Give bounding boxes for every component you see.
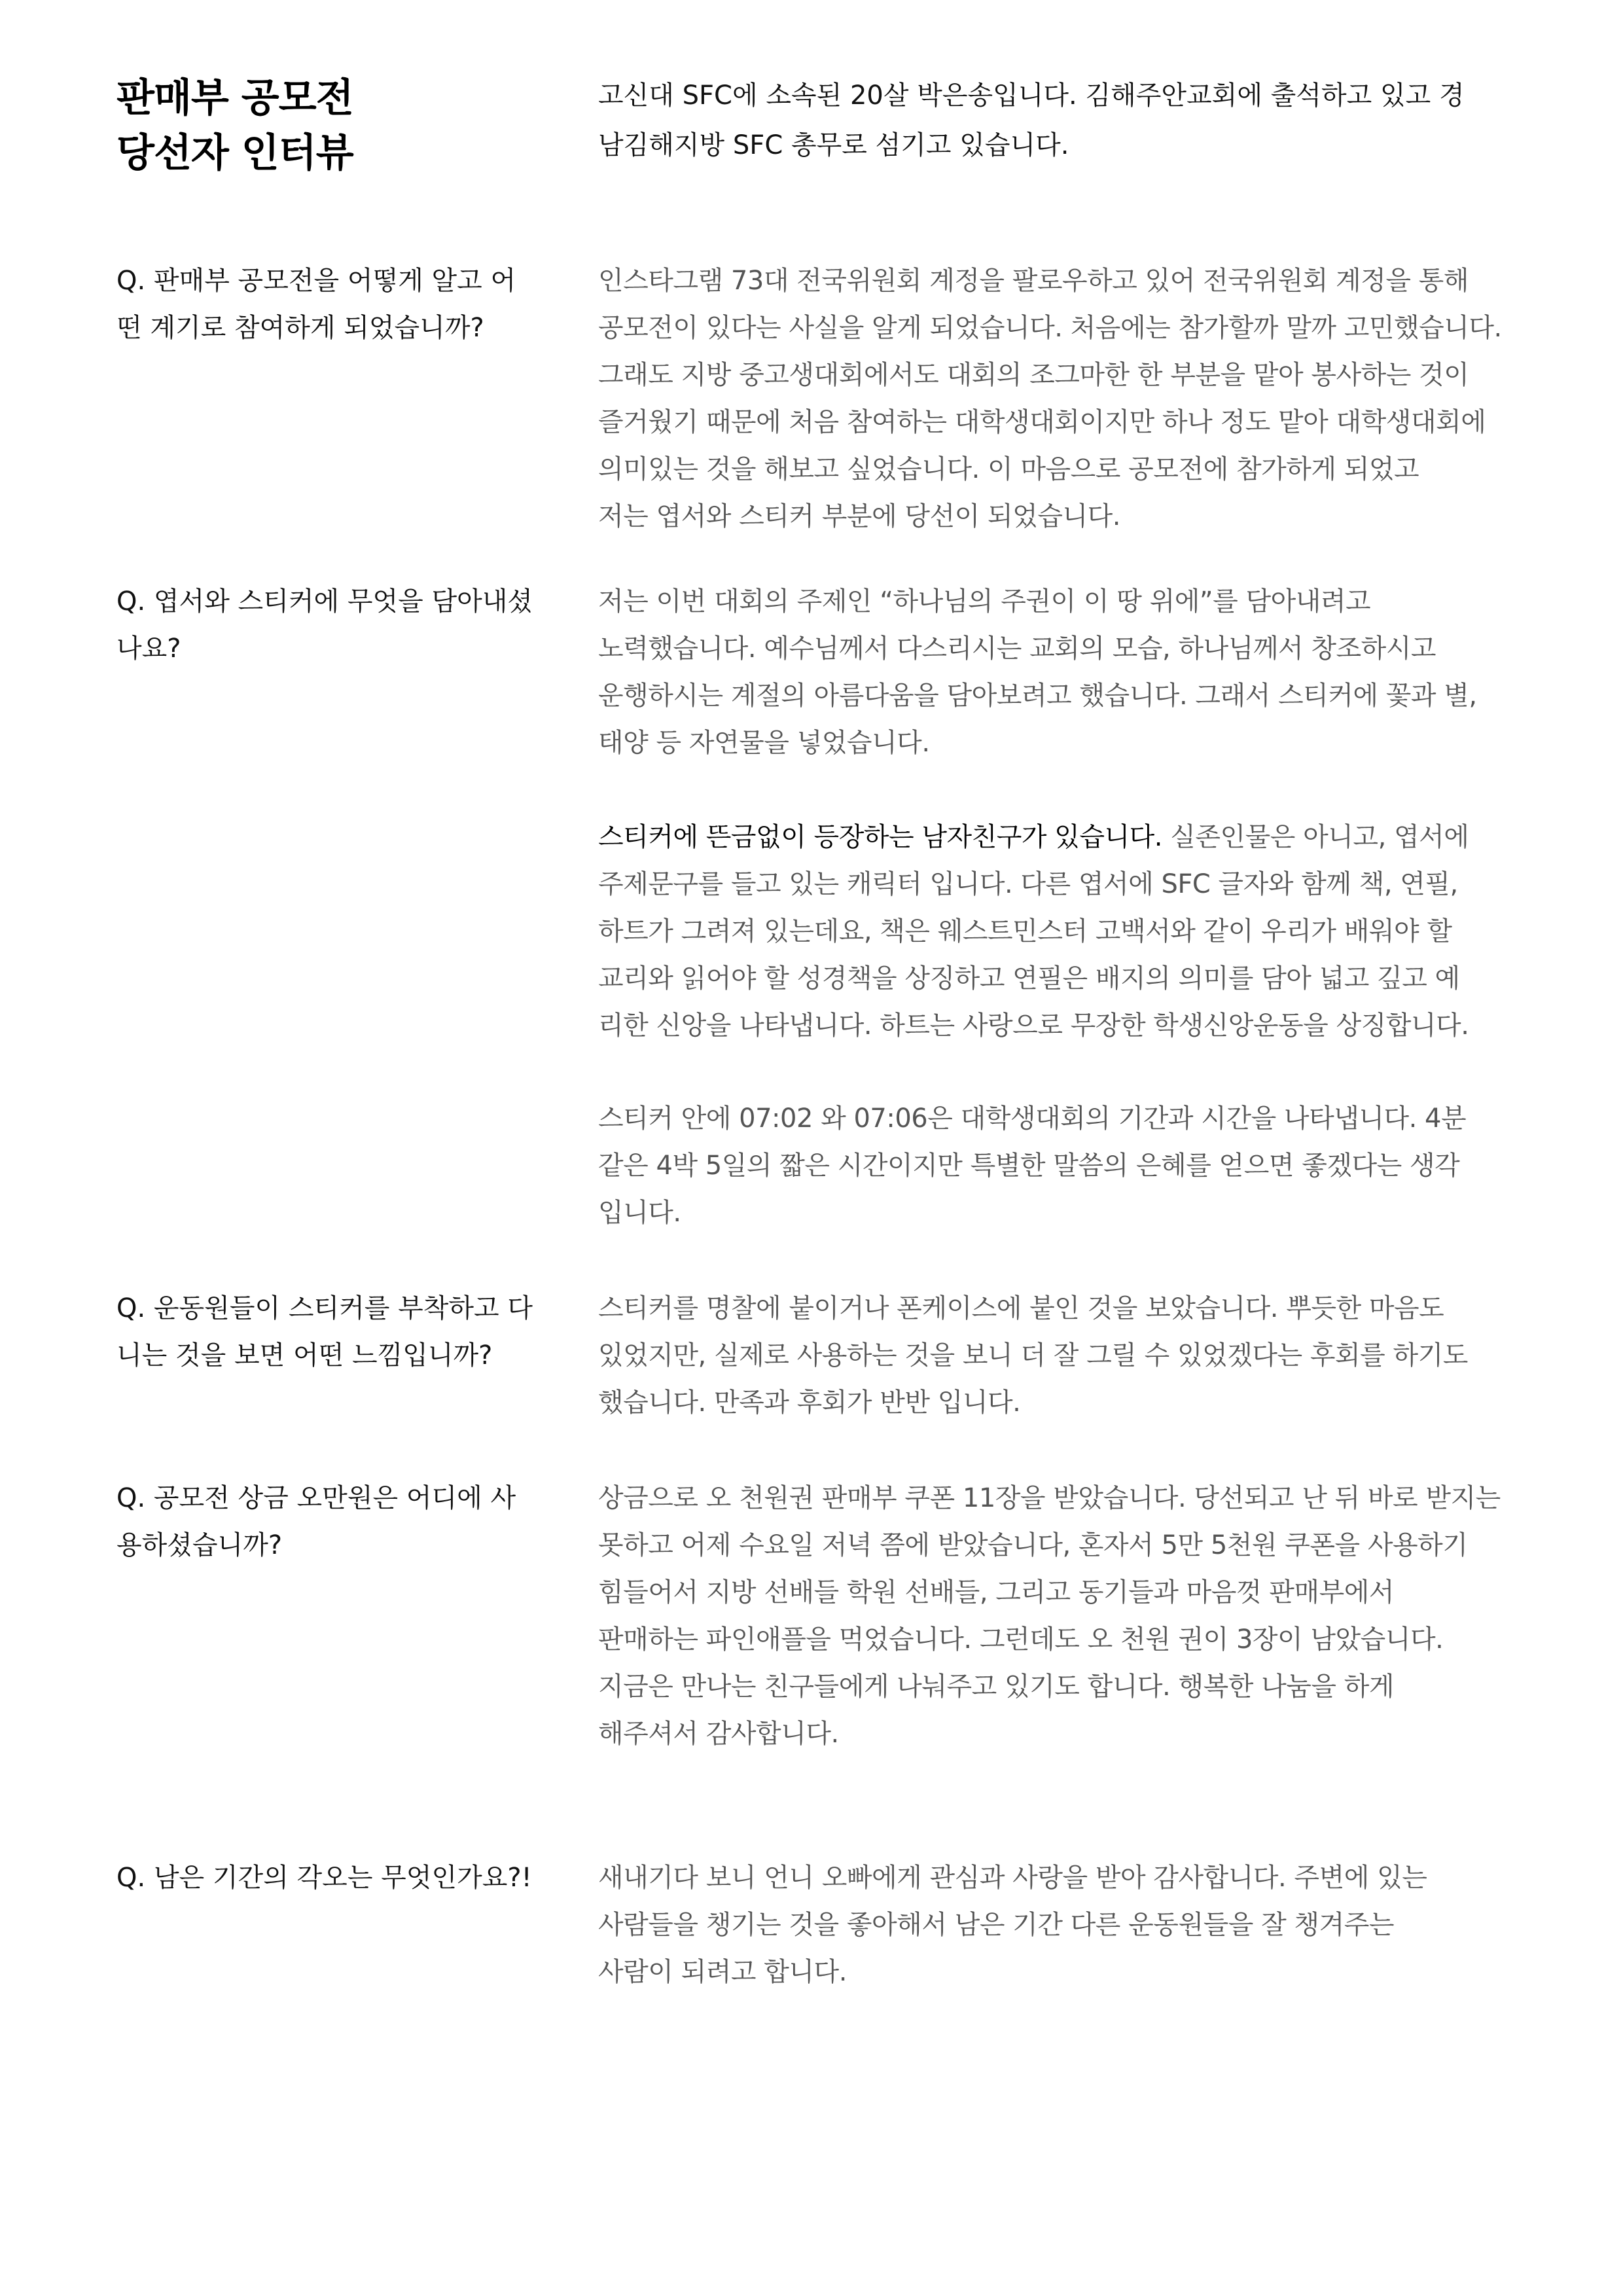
answer-line: 입니다. <box>598 1198 681 1228</box>
answer-5 <box>598 1854 1527 1996</box>
question-line: Q. 엽서와 스티커에 무엇을 담아내셨 <box>116 586 533 617</box>
answer-line: 공모전이 있다는 사실을 알게 되었습니다. 처음에는 참가할까 말까 고민했습니다. <box>598 313 1502 343</box>
answer-line: 즐거웠기 때문에 처음 참여하는 대학생대회이지만 하나 정도 맡아 대학생대회에 <box>598 407 1486 437</box>
question-line: 용하셨습니까? <box>116 1530 283 1560</box>
answer-1 <box>598 257 1527 540</box>
answer-line: 리한 신앙을 나타냅니다. 하트는 사랑으로 무장한 학생신앙운동을 상징합니다. <box>598 1011 1469 1041</box>
question-line: Q. 공모전 상금 오만원은 어디에 사 <box>116 1483 516 1513</box>
answer-2 <box>598 578 1527 766</box>
answer-line <box>598 814 1527 861</box>
question-line: 니는 것을 보면 어떤 느낌입니까? <box>116 1340 493 1371</box>
answer-line: 못하고 어제 수요일 저녁 쯤에 받았습니다, 혼자서 5만 5천원 쿠폰을 사용하기 <box>598 1530 1468 1560</box>
answer-highlight: 스티커에 뜬금없이 등장하는 남자친구가 있습니다. <box>598 822 1163 852</box>
answer-line: 저는 이번 대회의 주제인 “하나님의 주권이 이 땅 위에”를 담아내려고 <box>598 586 1371 617</box>
answer-line: 사람이 되려고 합니다. <box>598 1957 847 1987</box>
answer-line: 의미있는 것을 해보고 싶었습니다. 이 마음으로 공모전에 참가하게 되었고 <box>598 454 1419 484</box>
answer-line: 스티커 안에 07:02 와 07:06은 대학생대회의 기간과 시간을 나타냅니다. 4분 <box>598 1103 1467 1134</box>
intro-line: 고신대 SFC에 소속된 20살 박은송입니다. 김해주안교회에 출석하고 있고 경 <box>598 81 1465 111</box>
answer-line: 새내기다 보니 언니 오빠에게 관심과 사랑을 받아 감사합니다. 주변에 있는 <box>598 1863 1427 1893</box>
answer-line: 있었지만, 실제로 사용하는 것을 보니 더 잘 그릴 수 있었겠다는 후회를 하기도 <box>598 1340 1468 1371</box>
question-line: Q. 판매부 공모전을 어떻게 알고 어 <box>116 266 516 296</box>
question-4 <box>116 1475 562 1569</box>
question-2 <box>116 578 562 672</box>
question-line: 떤 계기로 참여하게 되었습니까? <box>116 313 484 343</box>
answer-line: 태양 등 자연물을 넣었습니다. <box>598 728 930 758</box>
answer-line: 힘들어서 지방 선배들 학원 선배들, 그리고 동기들과 마음껏 판매부에서 <box>598 1577 1394 1607</box>
answer-line: 교리와 읽어야 할 성경책을 상징하고 연필은 배지의 의미를 담아 넓고 깊고 예 <box>598 963 1460 994</box>
question-line: 나요? <box>116 634 181 664</box>
answer-line: 그래도 지방 중고생대회에서도 대회의 조그마한 한 부분을 맡아 봉사하는 것이 <box>598 360 1469 390</box>
answer-4 <box>598 1475 1527 1757</box>
answer-line: 판매하는 파인애플을 먹었습니다. 그런데도 오 천원 권이 3장이 남았습니다. <box>598 1624 1444 1655</box>
question-1 <box>116 257 562 351</box>
answer-line: 노력했습니다. 예수님께서 다스리시는 교회의 모습, 하나님께서 창조하시고 <box>598 634 1436 664</box>
answer-line: 했습니다. 만족과 후회가 반반 입니다. <box>598 1388 1021 1418</box>
answer-2-paragraph-2 <box>598 814 1527 1049</box>
answer-line: 상금으로 오 천원권 판매부 쿠폰 11장을 받았습니다. 당선되고 난 뒤 바로 받지는 <box>598 1483 1501 1513</box>
answer-line: 지금은 만나는 친구들에게 나눠주고 있기도 합니다. 행복한 나눔을 하게 <box>598 1672 1394 1702</box>
title-line-2: 당선자 인터뷰 <box>116 130 353 176</box>
intro-paragraph <box>598 71 1527 170</box>
title-line-1: 판매부 공모전 <box>116 75 353 121</box>
answer-line: 같은 4박 5일의 짧은 시간이지만 특별한 말씀의 은혜를 얻으면 좋겠다는 생각 <box>598 1151 1460 1181</box>
answer-line: 사람들을 챙기는 것을 좋아해서 남은 기간 다른 운동원들을 잘 챙겨주는 <box>598 1910 1394 1940</box>
answer-line: 운행하시는 계절의 아름다움을 담아보려고 했습니다. 그래서 스티커에 꽃과 별, <box>598 681 1477 711</box>
answer-line: 인스타그램 73대 전국위원회 계정을 팔로우하고 있어 전국위원회 계정을 통해 <box>598 266 1469 296</box>
answer-line: 저는 엽서와 스티커 부분에 당선이 되었습니다. <box>598 501 1120 531</box>
answer-line: 해주셔서 감사합니다. <box>598 1719 839 1749</box>
page-title <box>116 71 575 181</box>
answer-2-paragraph-3 <box>598 1095 1527 1236</box>
answer-line: 하트가 그려져 있는데요, 책은 웨스트민스터 고백서와 같이 우리가 배워야 할 <box>598 916 1452 946</box>
answer-line: 스티커를 명찰에 붙이거나 폰케이스에 붙인 것을 보았습니다. 뿌듯한 마음도 <box>598 1293 1444 1323</box>
answer-3 <box>598 1285 1527 1426</box>
answer-line-rest: 실존인물은 아니고, 엽서에 <box>1162 822 1469 852</box>
question-3 <box>116 1285 562 1379</box>
intro-line: 남김해지방 SFC 총무로 섬기고 있습니다. <box>598 130 1069 160</box>
answer-line: 주제문구를 들고 있는 캐릭터 입니다. 다른 엽서에 SFC 글자와 함께 책, 연필, <box>598 869 1458 899</box>
question-line: Q. 운동원들이 스티커를 부착하고 다 <box>116 1293 533 1323</box>
question-5 <box>116 1854 562 1901</box>
question-line: Q. 남은 기간의 각오는 무엇인가요?! <box>116 1863 532 1893</box>
